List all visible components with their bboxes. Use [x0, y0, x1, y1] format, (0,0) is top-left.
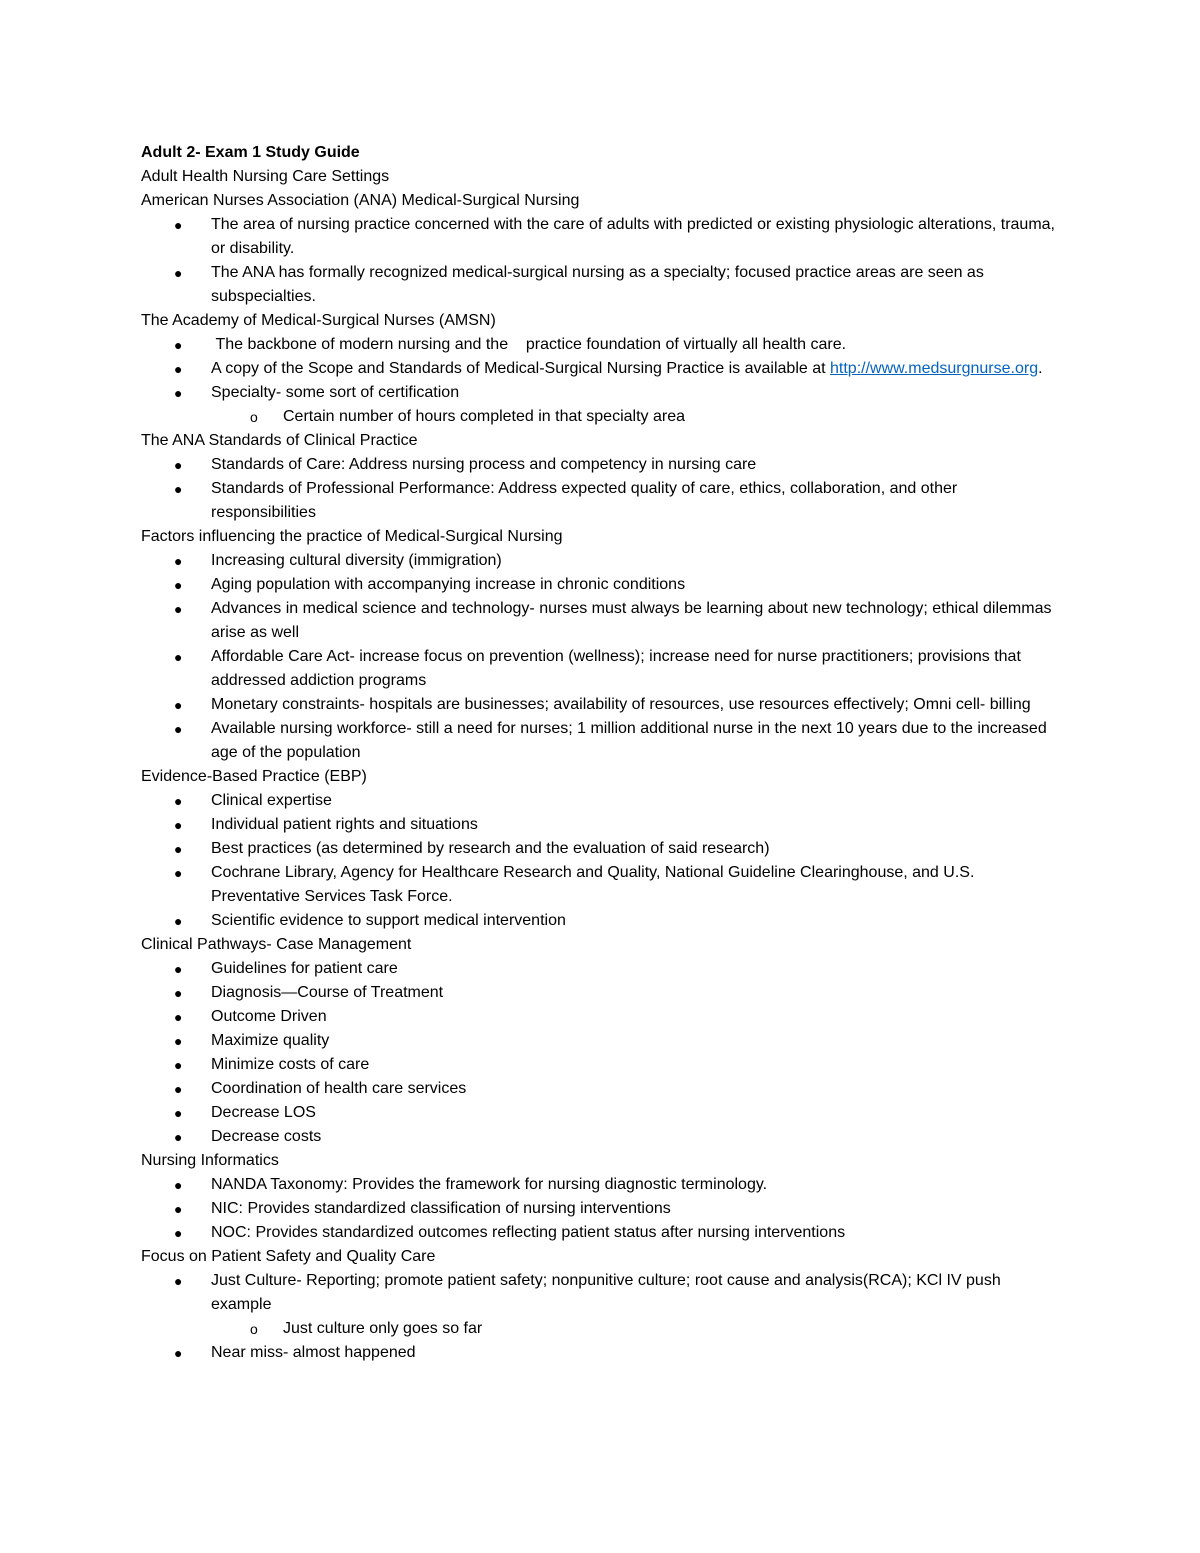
- list-item-text: The backbone of modern nursing and the practice foundation of virtually all health care.: [211, 336, 847, 353]
- section-heading: Clinical Pathways- Case Management: [141, 936, 412, 953]
- list-item-text: Diagnosis—Course of Treatment: [211, 984, 444, 1001]
- list-item: [141, 549, 1061, 573]
- list-item-text: Affordable Care Act- increase focus on prevention (wellness); increase need for nurse practitioners; provisions that addressed addiction programs: [211, 648, 1026, 689]
- list-item: [141, 957, 1061, 981]
- bullet-icon: ●: [174, 793, 183, 809]
- bullet-icon: ●: [174, 1273, 183, 1289]
- list-item-text: Scientific evidence to support medical intervention: [211, 912, 566, 929]
- medsurgnurse-link[interactable]: http://www.medsurgnurse.org: [830, 360, 1039, 377]
- list-item: [141, 1125, 1061, 1149]
- list-item: [141, 837, 1061, 861]
- bullet-icon: ●: [174, 265, 183, 281]
- list-item-text: Available nursing workforce- still a need for nurses; 1 million additional nurse in the next 10 years due to the increased age of the population: [211, 720, 1052, 761]
- bullet-icon: ●: [174, 1177, 183, 1193]
- list-item: [141, 1341, 1061, 1365]
- list-item-text: Aging population with accompanying increase in chronic conditions: [211, 576, 686, 593]
- list-item-text: NANDA Taxonomy: Provides the framework for nursing diagnostic terminology.: [211, 1176, 768, 1193]
- list-item-text: A copy of the Scope and Standards of Medical-Surgical Nursing Practice is available at: [211, 360, 830, 377]
- section-heading: Focus on Patient Safety and Quality Care: [141, 1248, 436, 1265]
- bullet-icon: ●: [174, 361, 183, 377]
- section-heading: American Nurses Association (ANA) Medical-Surgical Nursing: [141, 192, 580, 209]
- bullet-icon: ●: [174, 961, 183, 977]
- list-item: [141, 693, 1061, 717]
- list-item-text: Decrease LOS: [211, 1104, 316, 1121]
- list-item: [141, 597, 1061, 645]
- list-item-text: Outcome Driven: [211, 1008, 327, 1025]
- list-item-text: Just Culture- Reporting; promote patient safety; nonpunitive culture; root cause and analysis(RCA); KCl IV push example: [211, 1272, 1006, 1313]
- list-item-text: Maximize quality: [211, 1032, 330, 1049]
- list-item-text: Cochrane Library, Agency for Healthcare Research and Quality, National Guideline Clearinghouse, and U.S. Preventative Services Task Force.: [211, 864, 979, 905]
- bullet-icon: ●: [174, 1201, 183, 1217]
- bullet-icon: ●: [174, 1081, 183, 1097]
- list-item: [141, 1269, 1061, 1317]
- list-item: [141, 1077, 1061, 1101]
- list-item-text: Standards of Care: Address nursing process and competency in nursing care: [211, 456, 757, 473]
- list-item: [141, 717, 1061, 765]
- hollow-bullet-icon: o: [250, 409, 258, 425]
- bullet-icon: ●: [174, 1057, 183, 1073]
- list-item: [141, 333, 1061, 357]
- list-item-text: Coordination of health care services: [211, 1080, 467, 1097]
- list-item-text: Clinical expertise: [211, 792, 332, 809]
- bullet-icon: ●: [174, 841, 183, 857]
- bullet-icon: ●: [174, 721, 183, 737]
- list-item-text: Advances in medical science and technology- nurses must always be learning about new technology; ethical dilemmas arise as well: [211, 600, 1056, 641]
- list-item: [141, 213, 1061, 261]
- document-title: Adult 2- Exam 1 Study Guide: [141, 144, 360, 161]
- bullet-icon: ●: [174, 577, 183, 593]
- bullet-icon: ●: [174, 481, 183, 497]
- list-item: [141, 477, 1061, 525]
- hollow-bullet-icon: o: [250, 1321, 258, 1337]
- bullet-icon: ●: [174, 217, 183, 233]
- bullet-icon: ●: [174, 1009, 183, 1025]
- section-heading: Adult Health Nursing Care Settings: [141, 168, 390, 185]
- section-heading: The Academy of Medical-Surgical Nurses (AMSN): [141, 312, 496, 329]
- section-heading: Factors influencing the practice of Medical-Surgical Nursing: [141, 528, 563, 545]
- bullet-icon: ●: [174, 649, 183, 665]
- bullet-icon: ●: [174, 337, 183, 353]
- list-item: [141, 1197, 1061, 1221]
- list-item-text: Minimize costs of care: [211, 1056, 370, 1073]
- list-item-text: Individual patient rights and situations: [211, 816, 478, 833]
- document-body: [141, 141, 1061, 1365]
- list-item-text: Decrease costs: [211, 1128, 322, 1145]
- list-item-text: Specialty- some sort of certification: [211, 384, 460, 401]
- bullet-icon: ●: [174, 1345, 183, 1361]
- list-item-text: Guidelines for patient care: [211, 960, 398, 977]
- bullet-icon: ●: [174, 385, 183, 401]
- list-item-text: Certain number of hours completed in that specialty area: [283, 408, 685, 425]
- list-item-text: NIC: Provides standardized classification of nursing interventions: [211, 1200, 671, 1217]
- list-item-text: Best practices (as determined by research and the evaluation of said research): [211, 840, 770, 857]
- list-item-suffix: .: [1038, 360, 1043, 377]
- list-item: [141, 645, 1061, 693]
- list-item: [141, 813, 1061, 837]
- list-item: [141, 1317, 1061, 1341]
- list-item-text: Monetary constraints- hospitals are businesses; availability of resources, use resources effectively; Omni cell- billing: [211, 696, 1031, 713]
- bullet-icon: ●: [174, 817, 183, 833]
- list-item: [141, 861, 1061, 909]
- list-item: [141, 1221, 1061, 1245]
- bullet-icon: ●: [174, 553, 183, 569]
- list-item-text: The area of nursing practice concerned with the care of adults with predicted or existing physiologic alterations, trauma, or disability.: [211, 216, 1060, 257]
- list-item: [141, 1173, 1061, 1197]
- bullet-icon: ●: [174, 1225, 183, 1241]
- bullet-icon: ●: [174, 1033, 183, 1049]
- list-item: [141, 405, 1061, 429]
- bullet-icon: ●: [174, 913, 183, 929]
- list-item: [141, 381, 1061, 405]
- list-item: [141, 261, 1061, 309]
- bullet-icon: ●: [174, 985, 183, 1001]
- bullet-icon: ●: [174, 1105, 183, 1121]
- list-item: [141, 453, 1061, 477]
- list-item-text: Near miss- almost happened: [211, 1344, 416, 1361]
- list-item: [141, 1029, 1061, 1053]
- section-heading: The ANA Standards of Clinical Practice: [141, 432, 418, 449]
- list-item-text: Increasing cultural diversity (immigration): [211, 552, 502, 569]
- list-item-text: NOC: Provides standardized outcomes reflecting patient status after nursing interventions: [211, 1224, 846, 1241]
- section-heading: Nursing Informatics: [141, 1152, 279, 1169]
- section-list: [141, 165, 1061, 1365]
- list-item-text: Standards of Professional Performance: Address expected quality of care, ethics, collaboration, and other responsibilities: [211, 480, 962, 521]
- list-item: [141, 981, 1061, 1005]
- bullet-icon: ●: [174, 697, 183, 713]
- list-item: [141, 573, 1061, 597]
- bullet-icon: ●: [174, 865, 183, 881]
- list-item: [141, 909, 1061, 933]
- list-item: [141, 789, 1061, 813]
- list-item: [141, 1053, 1061, 1077]
- list-item-text: Just culture only goes so far: [283, 1320, 483, 1337]
- section-heading: Evidence-Based Practice (EBP): [141, 768, 367, 785]
- list-item: [141, 357, 1061, 381]
- bullet-icon: ●: [174, 601, 183, 617]
- list-item: [141, 1005, 1061, 1029]
- bullet-icon: ●: [174, 1129, 183, 1145]
- list-item-text: The ANA has formally recognized medical-surgical nursing as a specialty; focused practice areas are seen as subspecialties.: [211, 264, 989, 305]
- list-item: [141, 1101, 1061, 1125]
- bullet-icon: ●: [174, 457, 183, 473]
